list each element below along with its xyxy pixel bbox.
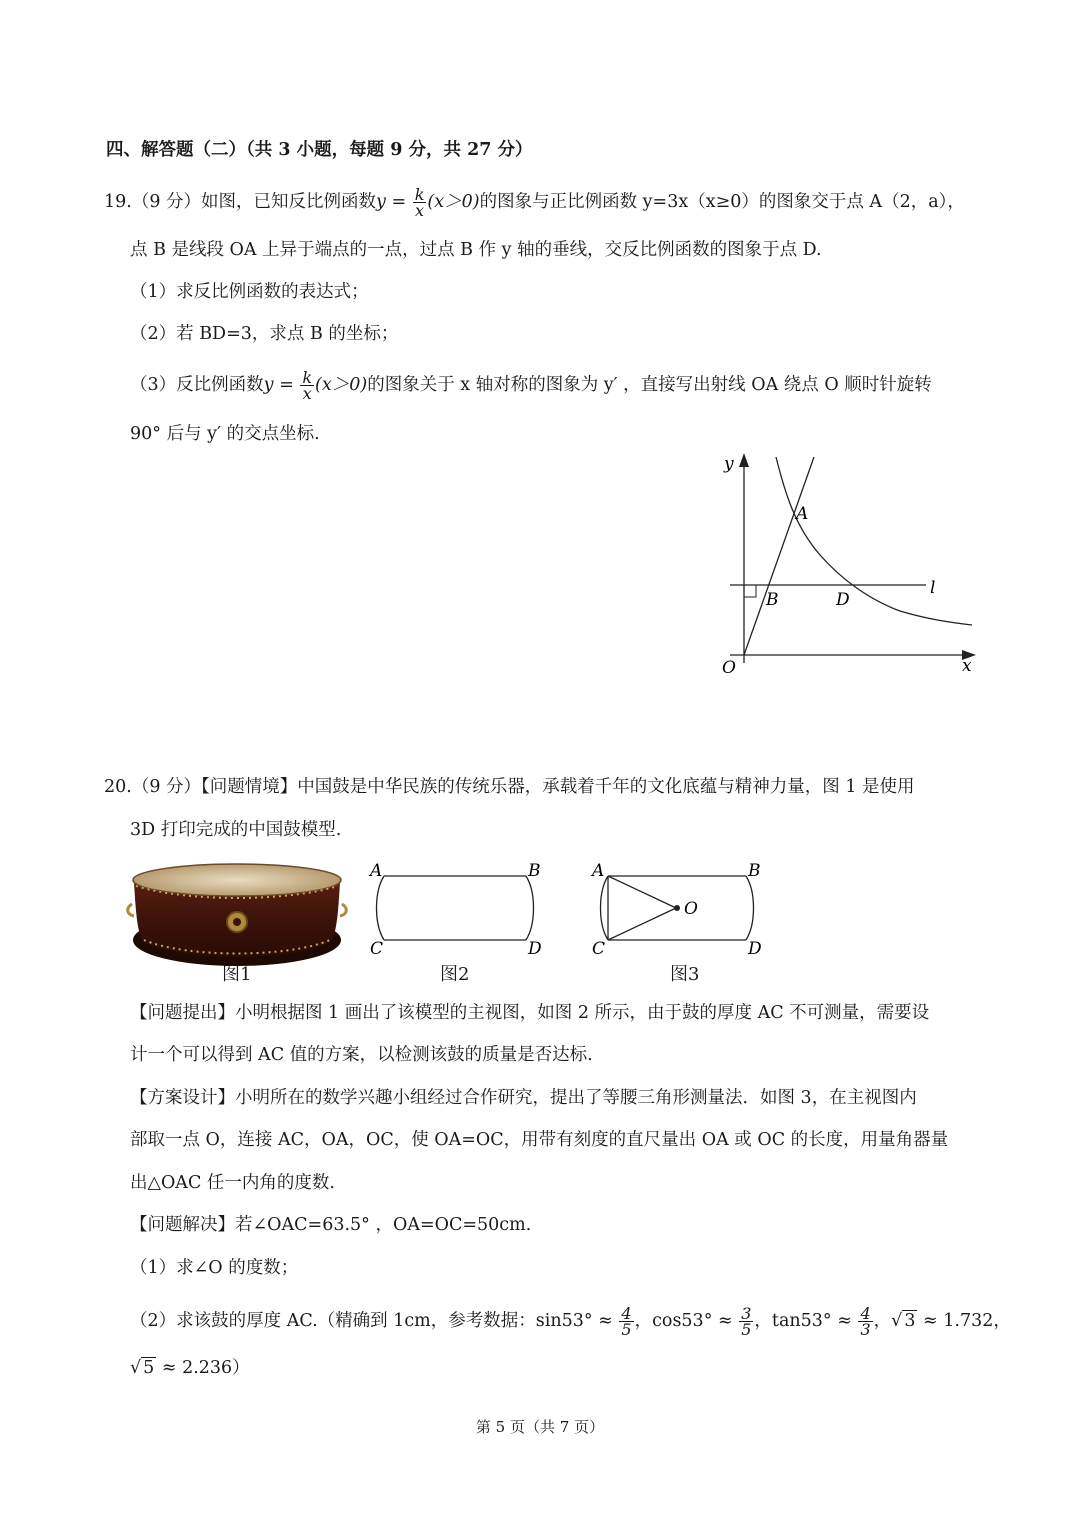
graph-label-A: A (796, 504, 809, 524)
fig2-label-A: A (370, 861, 383, 881)
q20-line2: 3D 打印完成的中国鼓模型. (130, 820, 342, 840)
q20-sub1: （1）求∠O 的度数； (130, 1258, 299, 1278)
figure3-caption: 图3 (670, 964, 700, 985)
figure2-front-view (366, 856, 556, 960)
q19-line1 (104, 187, 965, 218)
q19-graph (700, 445, 990, 685)
page-footer: 第 5 页（共 7 页） (475, 1418, 605, 1436)
q19-intro: 19.（9 分）如图，已知反比例函数 (104, 192, 377, 212)
q20-ask-line2: 计一个可以得到 AC 值的方案，以检测该鼓的质量是否达标. (130, 1045, 593, 1065)
q19-fraction: $\frac{k}{x}$ (414, 185, 425, 220)
q20-solve: 【问题解决】若∠OAC=63.5° ，OA=OC=50cm. (130, 1215, 532, 1235)
q20-ask-line1: 【问题提出】小明根据图 1 画出了该模型的主视图，如图 2 所示，由于鼓的厚度 AC 不可测量，需要设 (130, 1003, 930, 1023)
sqrt-3: √ 3 (891, 1311, 916, 1331)
graph-label-O: O (722, 658, 736, 678)
q20-line1: 20.（9 分）【问题情境】中国鼓是中华民族的传统乐器，承载着千年的文化底蕴与精神力量，图 1 是使用 (104, 777, 915, 797)
q19-line2: 点 B 是线段 OA 上异于端点的一点，过点 B 作 y 轴的垂线，交反比例函数的图象于点 D. (130, 240, 822, 260)
fig3-label-O: O (684, 899, 698, 919)
q20-sub2-cont: √ 5 ≈ 2.236） (130, 1355, 250, 1381)
graph-label-B: B (766, 590, 779, 610)
q20-plan-line2: 部取一点 O，连接 AC，OA，OC，使 OA=OC，用带有刻度的直尺量出 OA 或 OC 的长度，用量角器量 (130, 1130, 949, 1150)
figure2-caption: 图2 (440, 964, 470, 985)
frac-4-5: $\frac{4}{5}$ (621, 1304, 632, 1339)
sqrt-5: √ 5 (130, 1358, 155, 1378)
figure1-caption: 图1 (222, 964, 252, 985)
graph-label-l: l (930, 578, 936, 598)
frac-3-5: $\frac{3}{5}$ (741, 1304, 752, 1339)
graph-label-D: D (836, 590, 850, 610)
q20-plan-line3: 出△OAC 任一内角的度数. (130, 1173, 335, 1193)
fig3-label-A: A (592, 861, 605, 881)
figure3-triangle-view (588, 856, 778, 960)
q19-expr-y: y = (376, 192, 412, 212)
fig3-label-C: C (592, 939, 606, 959)
q19-part2: （2）若 BD=3，求点 B 的坐标； (130, 324, 399, 344)
q19-line1-rest: 的图象与正比例函数 y=3x（x≥0）的图象交于点 A（2，a）， (479, 192, 965, 212)
graph-label-x: x (962, 656, 972, 676)
q20-sub2: （2）求该鼓的厚度 AC.（精确到 1cm，参考数据：sin53° ≈ $\frac{4}{5}$ ，cos53° ≈ $\frac{3}{5}$ ，tan53° ≈ $\frac{4}{3}$ ，√ 3 ≈ 1.732， (130, 1304, 1011, 1339)
q19-cond: (x＞0) (427, 192, 480, 212)
q19-part3-line2: 90° 后与 y′ 的交点坐标. (130, 424, 320, 444)
frac-4-3: $\frac{4}{3}$ (860, 1304, 871, 1339)
fig2-label-B: B (528, 861, 541, 881)
fig2-label-D: D (528, 939, 542, 959)
q19-part1: （1）求反比例函数的表达式； (130, 282, 369, 302)
q20-plan-line1: 【方案设计】小明所在的数学兴趣小组经过合作研究，提出了等腰三角形测量法．如图 3，在主视图内 (130, 1088, 917, 1108)
q19-part3-fraction: $\frac{k}{x}$ (302, 368, 313, 403)
graph-label-y: y (724, 454, 734, 474)
fig3-label-D: D (748, 939, 762, 959)
q19-part3-line1: （3）反比例函数y = $\frac{k}{x}$ (x＞0)的图象关于 x 轴对称的图象为 y′ ，直接写出射线 OA 绕点 O 顺时针旋转 (130, 368, 932, 403)
section-title: 四、解答题（二）（共 3 小题，每题 9 分，共 27 分） (106, 140, 533, 160)
fig3-label-B: B (748, 861, 761, 881)
fig2-label-C: C (370, 939, 384, 959)
